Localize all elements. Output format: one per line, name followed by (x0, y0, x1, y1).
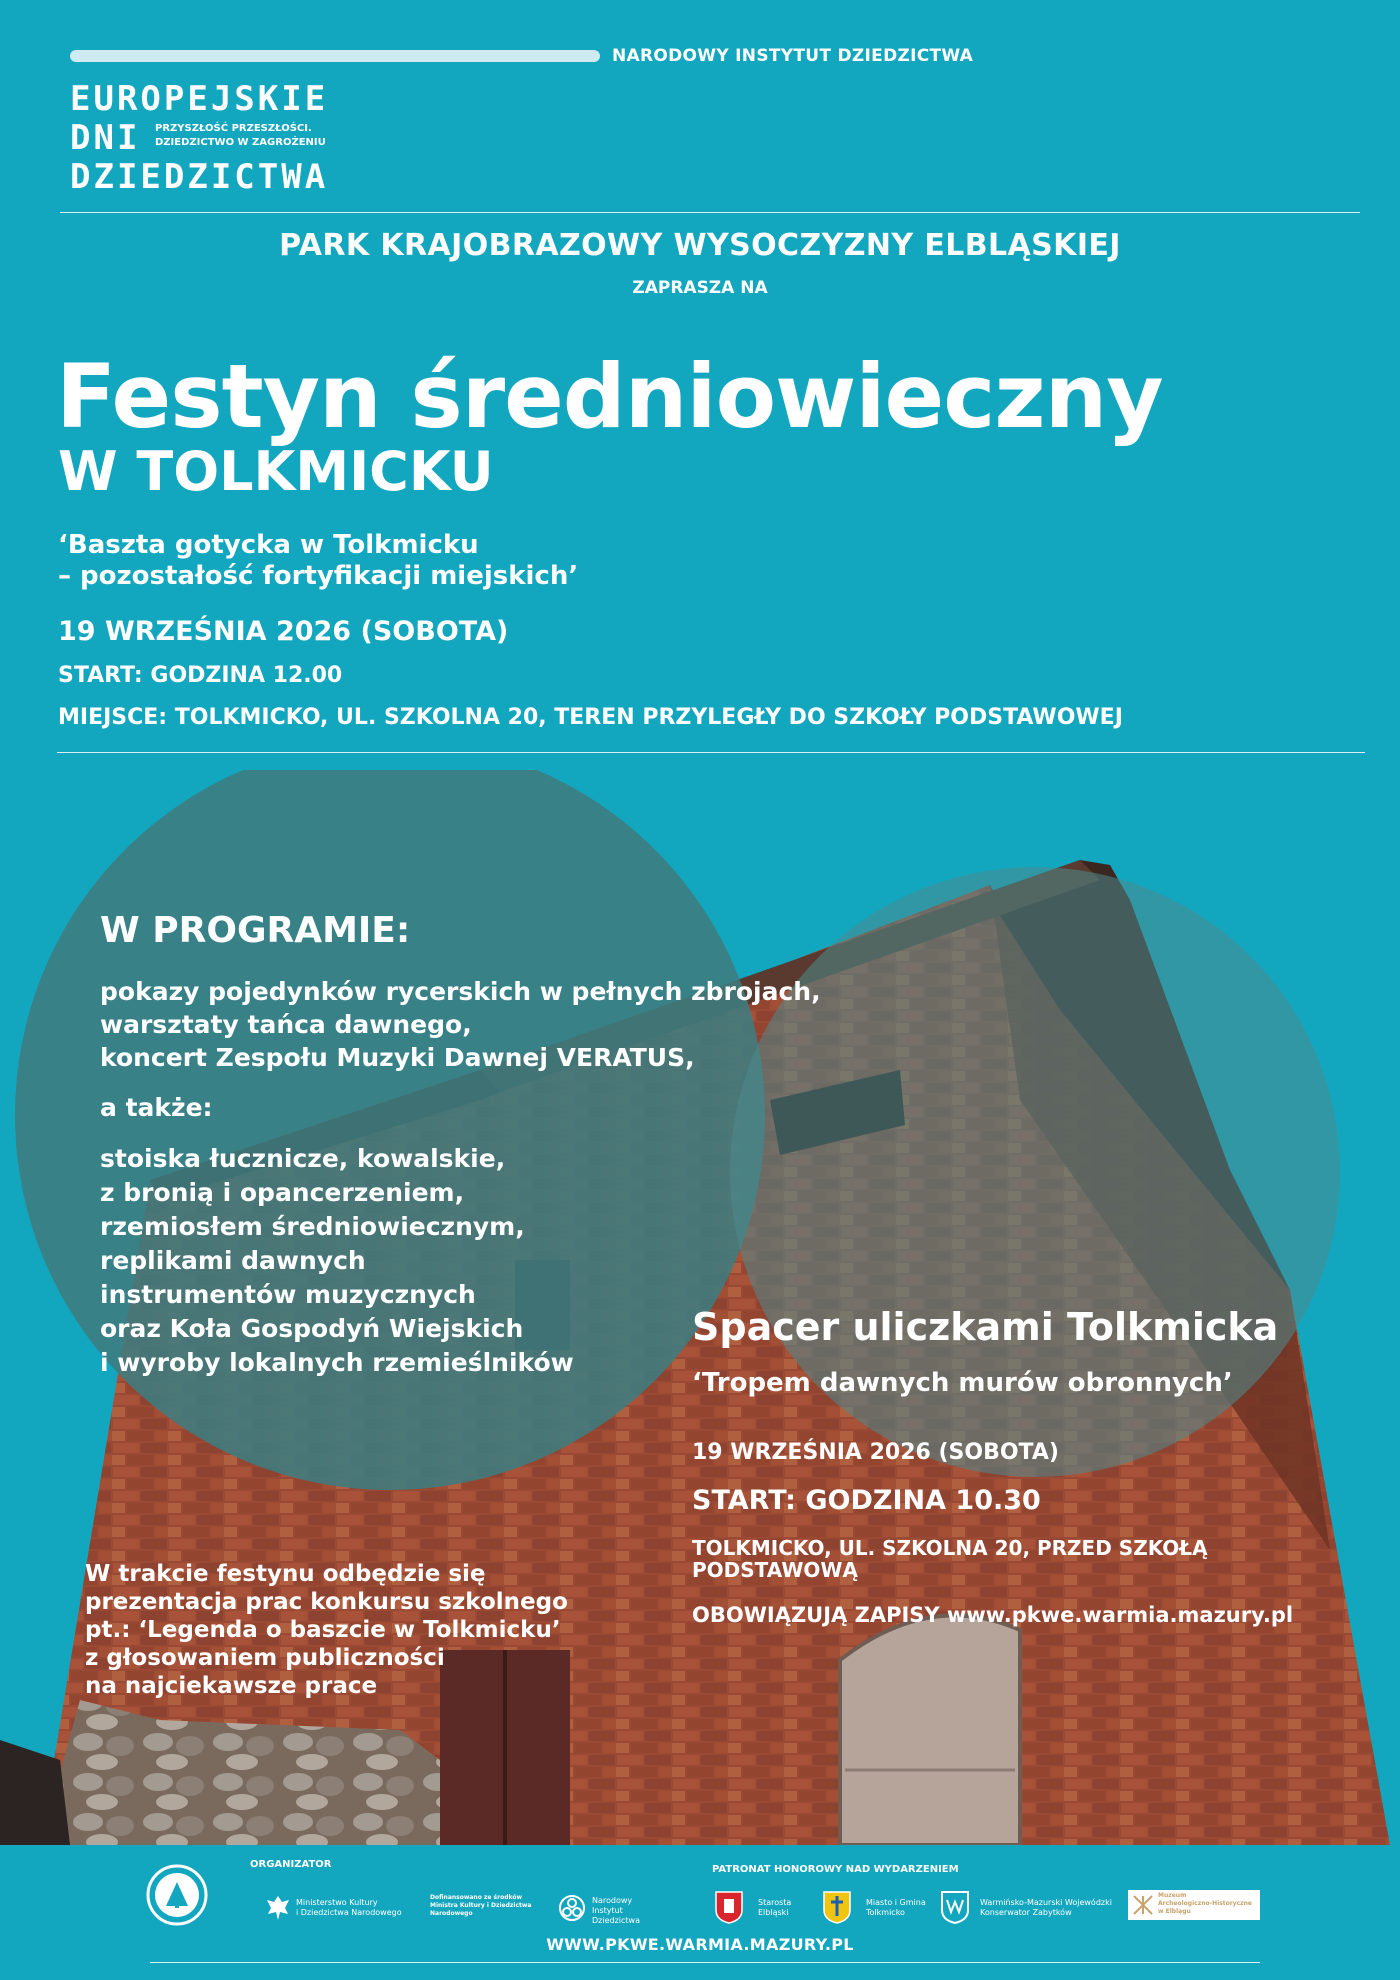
stall-item: rzemiosłem średniowiecznym, (100, 1212, 525, 1241)
edd-logo-line2: DNI (70, 118, 141, 158)
stall-item: stoiska łucznicze, kowalskie, (100, 1144, 506, 1173)
nid-logo-icon (558, 1894, 586, 1922)
walk-start: START: GODZINA 10.30 (692, 1485, 1041, 1516)
header-bar (70, 50, 600, 62)
walk-title: Spacer uliczkami Tolkmicka (692, 1305, 1279, 1349)
muzeum-logo (1128, 1890, 1260, 1920)
event-theme-line2: – pozostałość fortyfikacji miejskich’ (58, 561, 579, 591)
program-also: a także: (100, 1093, 213, 1122)
event-subtitle: W TOLKMICKU (58, 440, 494, 503)
eagle-icon (266, 1894, 290, 1922)
program-circle (15, 770, 765, 1490)
stall-item: z bronią i opancerzeniem, (100, 1178, 465, 1207)
stall-item: instrumentów muzycznych (100, 1280, 476, 1309)
event-date: 19 WRZEŚNIA 2026 (SOBOTA) (58, 616, 509, 647)
program-heading: W PROGRAMIE: (100, 910, 411, 951)
edd-slogan-line2: DZIEDZICTWO W ZAGROŻENIU (155, 137, 326, 148)
contest-line: prezentacja prac konkursu szkolnego (85, 1589, 568, 1615)
contest-line: W trakcie festynu odbędzie się (85, 1561, 486, 1587)
muzeum-logo-text: Muzeum Archeologiczno-Historyczne w Elblągu (1158, 1892, 1252, 1915)
institute-name: NARODOWY INSTYTUT DZIEDZICTWA (612, 46, 974, 66)
invites-label: ZAPRASZA NA (632, 278, 768, 298)
program-list (100, 975, 821, 1074)
park-name: PARK KRAJOBRAZOWY WYSOCZYZNY ELBLĄSKIEJ (279, 228, 1121, 263)
program-item: warsztaty tańca dawnego, (100, 1010, 472, 1039)
event-theme (58, 530, 578, 592)
tower-gate (840, 1615, 1020, 1845)
edd-logo-line1: EUROPEJSKIE (70, 79, 329, 119)
walk-signup: OBOWIĄZUJĄ ZAPISY www.pkwe.warmia.mazury.pl (692, 1603, 1294, 1627)
starosta-logo-text: Starosta Elbląski (758, 1898, 792, 1917)
walk-date: 19 WRZEŚNIA 2026 (SOBOTA) (692, 1440, 1059, 1465)
event-theme-line1: ‘Baszta gotycka w Tolkmicku (58, 530, 479, 560)
event-start: START: GODZINA 12.00 (58, 663, 343, 688)
event-place: MIEJSCE: TOLKMICKO, UL. SZKOLNA 20, TEREN PRZYLEGŁY DO SZKOŁY PODSTAWOWEJ (58, 705, 1123, 730)
program-item: koncert Zespołu Muzyki Dawnej VERATUS, (100, 1043, 695, 1072)
footer-url[interactable]: WWW.PKWE.WARMIA.MAZURY.PL (546, 1935, 854, 1954)
stall-item: oraz Koła Gospodyń Wiejskich (100, 1314, 524, 1343)
konserwator-crest-icon (940, 1890, 970, 1924)
starosta-crest-icon (714, 1890, 744, 1924)
contest-line: na najciekawsze prace (85, 1673, 378, 1699)
funding-note: Dofinansowano ze środków Ministra Kultury i Dziedzictwa Narodowego (430, 1894, 532, 1917)
ministry-logo-text: Ministerstwo Kultury i Dziedzictwa Narodowego (296, 1898, 402, 1917)
contest-line: pt.: ‘Legenda o baszcie w Tolkmicku’ (85, 1617, 561, 1643)
event-divider (57, 752, 1365, 753)
edd-slogan-line1: PRZYSZŁOŚĆ PRZESZŁOŚCI. (155, 123, 312, 134)
contest-note (85, 1560, 568, 1700)
program-item: pokazy pojedynków rycerskich w pełnych zbrojach, (100, 977, 821, 1006)
walk-place-line2: PODSTAWOWĄ (692, 1558, 858, 1582)
contest-line: z głosowaniem publiczności (85, 1645, 445, 1671)
stalls-list (100, 1142, 574, 1380)
footer-divider (150, 1962, 1260, 1963)
header-divider (60, 212, 1360, 213)
park-logo-icon (146, 1864, 208, 1926)
nid-logo-text: Narodowy Instytut Dziedzictwa (592, 1896, 640, 1925)
edd-slogan (155, 122, 326, 150)
tolkmicko-logo-text: Miasto i Gmina Tolkmicko (866, 1898, 926, 1917)
edd-logo-line3: DZIEDZICTWA (70, 157, 329, 197)
organizer-label: ORGANIZATOR (250, 1859, 332, 1870)
tolkmicko-crest-icon (822, 1890, 852, 1924)
konserwator-logo-text: Warmińsko-Mazurski Wojewódzki Konserwator Zabytków (980, 1898, 1112, 1917)
walk-place-line1: TOLKMICKO, UL. SZKOLNA 20, PRZED SZKOŁĄ (692, 1536, 1208, 1560)
patronage-label: PATRONAT HONOROWY NAD WYDARZENIEM (712, 1864, 959, 1875)
muzeum-mark-icon (1132, 1894, 1154, 1916)
stall-item: replikami dawnych (100, 1246, 366, 1275)
walk-theme: ‘Tropem dawnych murów obronnych’ (692, 1368, 1233, 1398)
event-title: Festyn średniowieczny (56, 345, 1163, 448)
stall-item: i wyroby lokalnych rzemieślników (100, 1348, 574, 1377)
walk-place (692, 1537, 1208, 1581)
